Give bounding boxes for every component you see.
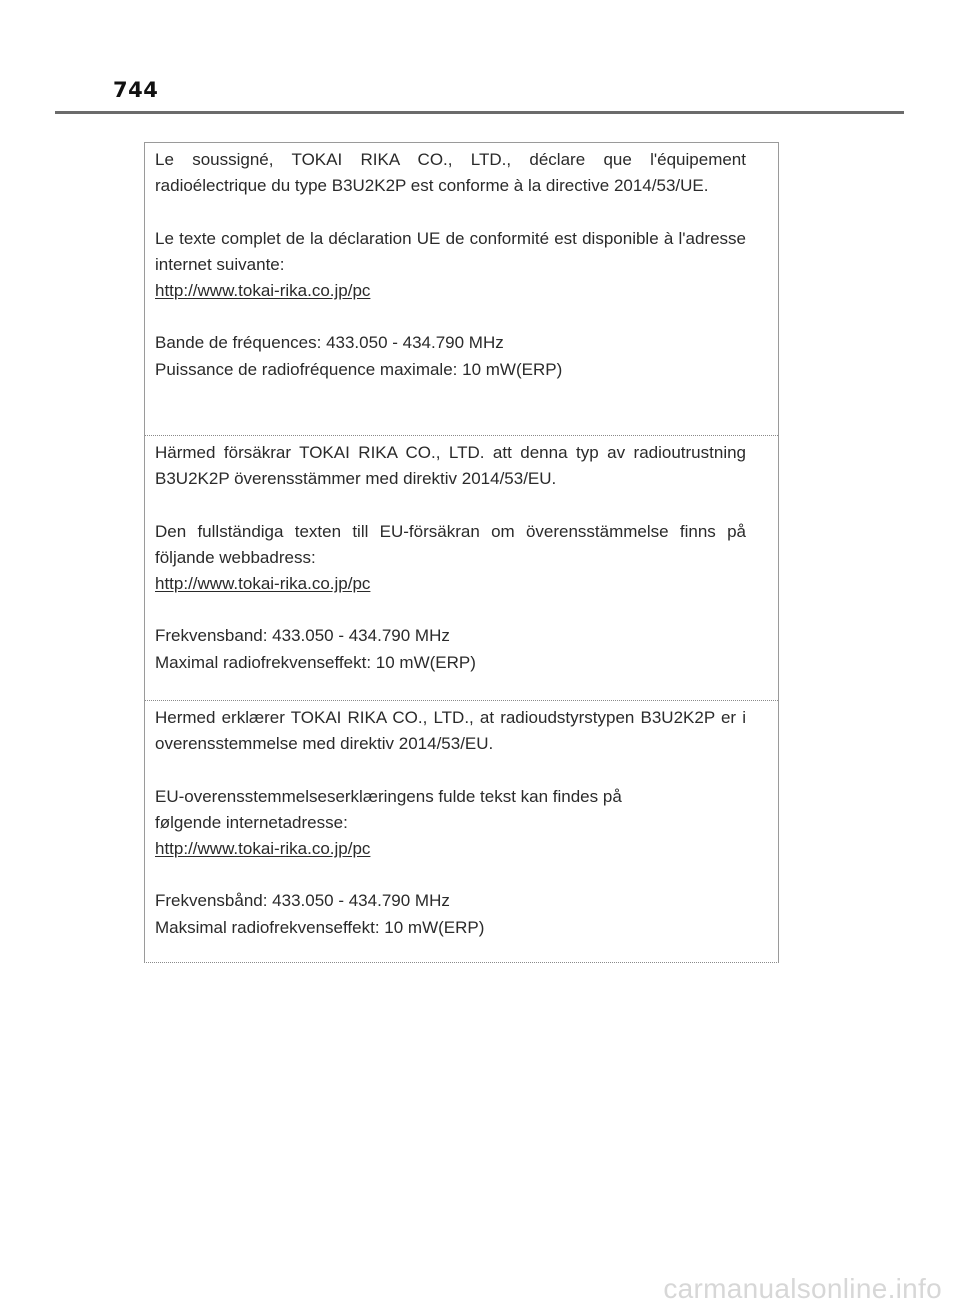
section-swedish [145,435,778,700]
declaration-text: Härmed försäkrar TOKAI RIKA CO., LTD. att denna typ av radioutrustning B3U2K2P överensstämmer med direktiv 2014/53/EU. [155,443,746,489]
section-french [145,143,778,435]
availability-text: Le texte complet de la déclaration UE de conformité est disponible à l'adresse internet suivante: [155,228,746,274]
max-power-text: Maksimal radiofrekvenseffekt: 10 mW(ERP) [155,917,485,937]
declaration-url-link[interactable]: http://www.tokai-rika.co.jp/pc [155,281,371,301]
declaration-text: Hermed erklærer TOKAI RIKA CO., LTD., at radioudstyrstypen B3U2K2P er i overensstemmelse med direktiv 2014/53/EU. [155,708,746,754]
availability-text-line-2: følgende internetadresse: [155,812,348,832]
frequency-band-text: Bande de fréquences: 433.050 - 434.790 MHz [155,333,504,353]
frequency-band-text: Frekvensband: 433.050 - 434.790 MHz [155,626,450,646]
declaration-box [144,142,779,963]
section-danish [145,700,778,962]
max-power-text: Puissance de radiofréquence maximale: 10 mW(ERP) [155,359,563,379]
frequency-band-text: Frekvensbånd: 433.050 - 434.790 MHz [155,891,450,911]
availability-text-line-1: EU-overensstemmelseserklæringens fulde tekst kan findes på [155,786,622,806]
declaration-url-link[interactable]: http://www.tokai-rika.co.jp/pc [155,839,371,859]
max-power-text: Maximal radiofrekvenseffekt: 10 mW(ERP) [155,652,476,672]
header-rule [55,111,904,114]
declaration-text: Le soussigné, TOKAI RIKA CO., LTD., déclare que l'équipement radioélectrique du type B3U2K2P est conforme à la directive 2014/53/UE. [155,150,746,196]
declaration-url-link[interactable]: http://www.tokai-rika.co.jp/pc [155,574,371,594]
page-number: 744 [113,78,159,102]
availability-text: Den fullständiga texten till EU-försäkran om överensstämmelse finns på följande webbadress: [155,521,746,567]
watermark: carmanualsonline.info [663,1273,942,1304]
